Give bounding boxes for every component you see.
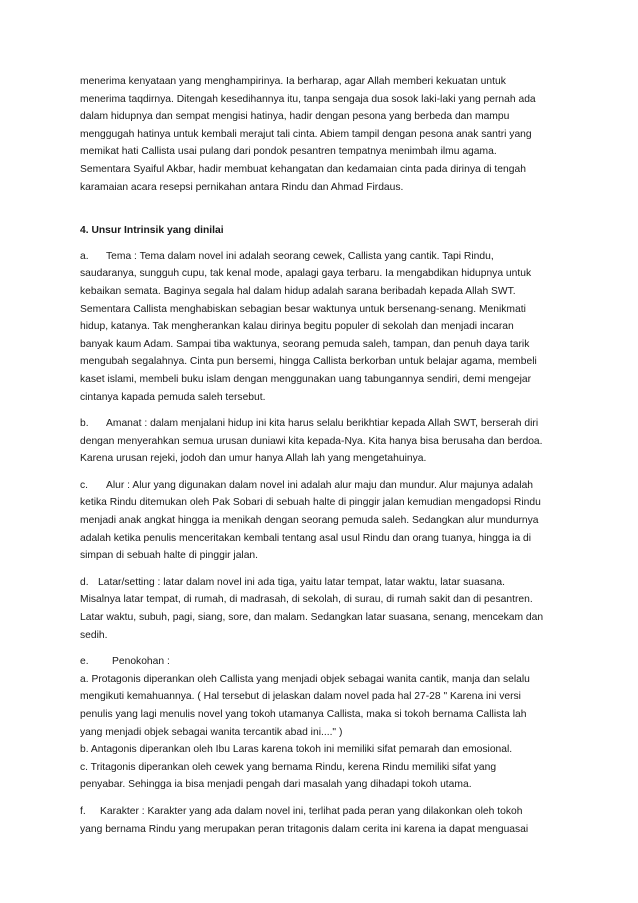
text-line: saudaranya, sungguh cupu, tak kenal mode, apalagi gaya terbaru. Ia mengabdikan hidupnya untuk — [80, 268, 532, 280]
list-marker: a. — [80, 250, 89, 262]
section-alur — [80, 477, 562, 565]
section-tema — [80, 248, 562, 406]
line-text: Tema : Tema dalam novel ini adalah seorang cewek, Callista yang cantik. Tapi Rindu, — [106, 250, 494, 262]
document-body — [80, 73, 562, 838]
text-line: dengan menyerahkan semua urusan duniawi kita kepada-Nya. Kita hanya bisa berusaha dan berdoa. — [80, 435, 543, 447]
text-line: ketika Rindu ditemukan oleh Pak Sobari di sebuah halte di pinggir jalan kemudian mengadopsi Rindu — [80, 497, 541, 509]
text-line: a. Protagonis diperankan oleh Callista yang menjadi objek sebagai wanita cantik, manja dan selalu — [80, 673, 530, 685]
line-text: Amanat : dalam menjalani hidup ini kita harus selalu berikhtiar kepada Allah SWT, berserah diri — [106, 418, 539, 430]
list-marker: d. — [80, 576, 89, 588]
text-line — [80, 248, 562, 266]
list-marker: e. — [80, 656, 89, 668]
text-line: cintanya kapada pemuda saleh tersebut. — [80, 391, 266, 403]
text-line: menerima taqdirnya. Ditengah kesedihannya itu, tanpa sengaja dua sosok laki-laki yang pernah ada — [80, 93, 536, 105]
text-line: kaset islami, membeli buku islam dengan menggunakan uang tabungannya sendiri, demi mengejar — [80, 373, 532, 385]
section-karakter — [80, 803, 562, 838]
section-amanat — [80, 415, 562, 468]
text-line — [80, 477, 562, 495]
text-line: Karena urusan rejeki, jodoh dan umur hanya Allah lah yang mengetahuinya. — [80, 453, 427, 465]
list-marker: f. — [80, 805, 86, 817]
text-line: menjadi anak angkat hingga ia menikah dengan seorang pemuda saleh. Sedangkan alur mundurnya — [80, 515, 539, 527]
text-line: b. Antagonis diperankan oleh Ibu Laras karena tokoh ini memiliki sifat pemarah dan emosional. — [80, 744, 513, 756]
list-marker: c. — [80, 479, 89, 491]
text-line: menerima kenyataan yang menghampirinya. Ia berharap, agar Allah memberi kekuatan untuk — [80, 76, 506, 87]
text-line: yang menjadi objek sebagai wanita tercantik abad ini...." ) — [80, 726, 343, 738]
text-line: Sementara Syaiful Akbar, hadir membuat kehangatan dan kedamaian cinta pada dirinya di tengah — [80, 163, 526, 175]
intro-paragraph — [80, 73, 562, 196]
line-text: Karakter : Karakter yang ada dalam novel ini, terlihat pada peran yang dilakonkan oleh tokoh — [100, 805, 523, 817]
list-marker: b. — [80, 418, 89, 430]
line-text: Alur : Alur yang digunakan dalam novel ini adalah alur maju dan mundur. Alur majunya adalah — [106, 479, 534, 491]
line-text: Penokohan : — [112, 656, 170, 668]
text-line: Latar waktu, subuh, pagi, siang, sore, dan malam. Sedangkan latar suasana, senang, mencekam dan — [80, 612, 544, 624]
text-line: memikat hati Callista usai pulang dari pondok pesantren tempatnya menimbah ilmu agama. — [80, 146, 497, 158]
text-line: adalah ketika penulis menceritakan kembali tentang asal usul Rindu dan orang tuanya, hingga ia di — [80, 532, 532, 544]
section-heading: 4. Unsur Intrinsik yang dinilai — [80, 225, 224, 237]
text-line: penulis yang lagi menulis novel yang tokoh utamanya Callista, maka si tokoh bernama Callista lah — [80, 709, 527, 720]
text-line: kebaikan semata. Baginya segala hal dalam hidup adalah sarana beribadah kepada Allah SWT. — [80, 285, 516, 297]
text-line: menggugah hatinya untuk kembali merajut tali cinta. Abiem tampil dengan pesona anak santri yang — [80, 128, 532, 140]
text-line: Sementara Callista menghabiskan sebagian besar waktunya untuk bersenang-senang. Menikmati — [80, 303, 526, 315]
line-text: Latar/setting : latar dalam novel ini ada tiga, yaitu latar tempat, latar waktu, latar suasana. — [98, 576, 505, 588]
section-penokohan — [80, 653, 562, 794]
text-line: simpan di sebuah halte di pinggir jalan. — [80, 550, 259, 562]
text-line: banyak kaum Adam. Sampai tiba waktunya, seorang pemuda saleh, tampan, dan penuh daya tarik — [80, 338, 530, 350]
text-line — [80, 653, 562, 671]
text-line: hidup, katanya. Tak mengherankan kalau dirinya begitu populer di sekolah dan menjadi incaran — [80, 321, 514, 333]
text-line: mengikuti kemahuannya. ( Hal tersebut di jelaskan dalam novel pada hal 27-28 " Karena ini versi — [80, 691, 521, 703]
text-line: c. Tritagonis diperankan oleh cewek yang bernama Rindu, kerena Rindu memiliki sifat yang — [80, 761, 497, 773]
text-line: dalam hidupnya dan sempat mengisi hatinya, hadir dengan pesona yang berbeda dan mampu — [80, 111, 510, 123]
text-line — [80, 803, 562, 821]
text-line — [80, 574, 562, 592]
text-line: yang bernama Rindu yang merupakan peran tritagonis dalam cerita ini karena ia dapat menguasai — [80, 823, 529, 835]
section-latar — [80, 574, 562, 644]
text-line: sedih. — [80, 629, 108, 641]
text-line: karamaian acara resepsi pernikahan antara Rindu dan Ahmad Firdaus. — [80, 181, 404, 193]
text-line: penyabar. Sehingga ia bisa menjadi pengah dari masalah yang dihadapi tokoh utama. — [80, 779, 472, 791]
text-line: Misalnya latar tempat, di rumah, di madrasah, di sekolah, di surau, di rumah sakit dan di pesantren. — [80, 594, 533, 606]
text-line: mengubah segalahnya. Cinta pun bersemi, hingga Callista berkorban untuk belajar agama, membeli — [80, 356, 537, 368]
text-line — [80, 415, 562, 433]
